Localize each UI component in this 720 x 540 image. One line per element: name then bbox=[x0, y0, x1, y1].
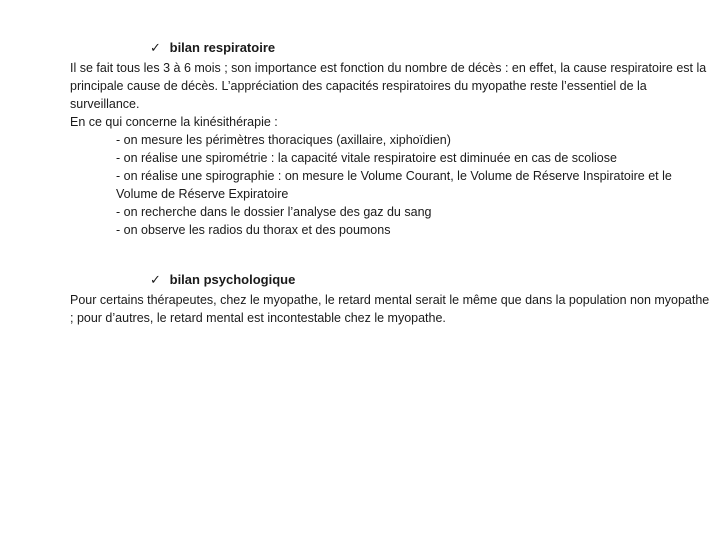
paragraph-lead: En ce qui concerne la kinésithérapie : bbox=[70, 115, 278, 129]
section-heading-respiratory bbox=[150, 40, 275, 56]
list-item: - on observe les radios du thorax et des poumons bbox=[116, 223, 391, 237]
list-item: - on mesure les périmètres thoraciques (axillaire, xiphoïdien) bbox=[116, 133, 451, 147]
list-item: - on recherche dans le dossier l’analyse des gaz du sang bbox=[116, 205, 432, 219]
section-body-respiratory bbox=[70, 59, 710, 239]
checkmark-icon: ✓ bbox=[150, 272, 161, 287]
checkmark-icon: ✓ bbox=[150, 40, 161, 55]
bullet-list bbox=[70, 131, 710, 239]
section-title: bilan psychologique bbox=[169, 272, 296, 287]
paragraph-intro: Pour certains thérapeutes, chez le myopathe, le retard mental serait le même que dans la population non myopathe ; pour d’autres, le retard mental est incontestable chez le myopathe. bbox=[70, 293, 710, 325]
section-body-psychological bbox=[70, 291, 710, 327]
section-heading-psychological bbox=[150, 272, 295, 288]
paragraph-intro: Il se fait tous les 3 à 6 mois ; son importance est fonction du nombre de décès : en effet, la cause respiratoire est la principale cause de décès. L’appréciation des capacités respiratoires du myopathe reste l’essentiel de la surveillance. bbox=[70, 61, 707, 111]
section-title: bilan respiratoire bbox=[169, 40, 276, 55]
list-item: - on réalise une spirographie : on mesure le Volume Courant, le Volume de Réserve Inspiratoire et le Volume de Réserve Expiratoire bbox=[116, 169, 672, 201]
list-item: - on réalise une spirométrie : la capacité vitale respiratoire est diminuée en cas de scoliose bbox=[116, 151, 617, 165]
